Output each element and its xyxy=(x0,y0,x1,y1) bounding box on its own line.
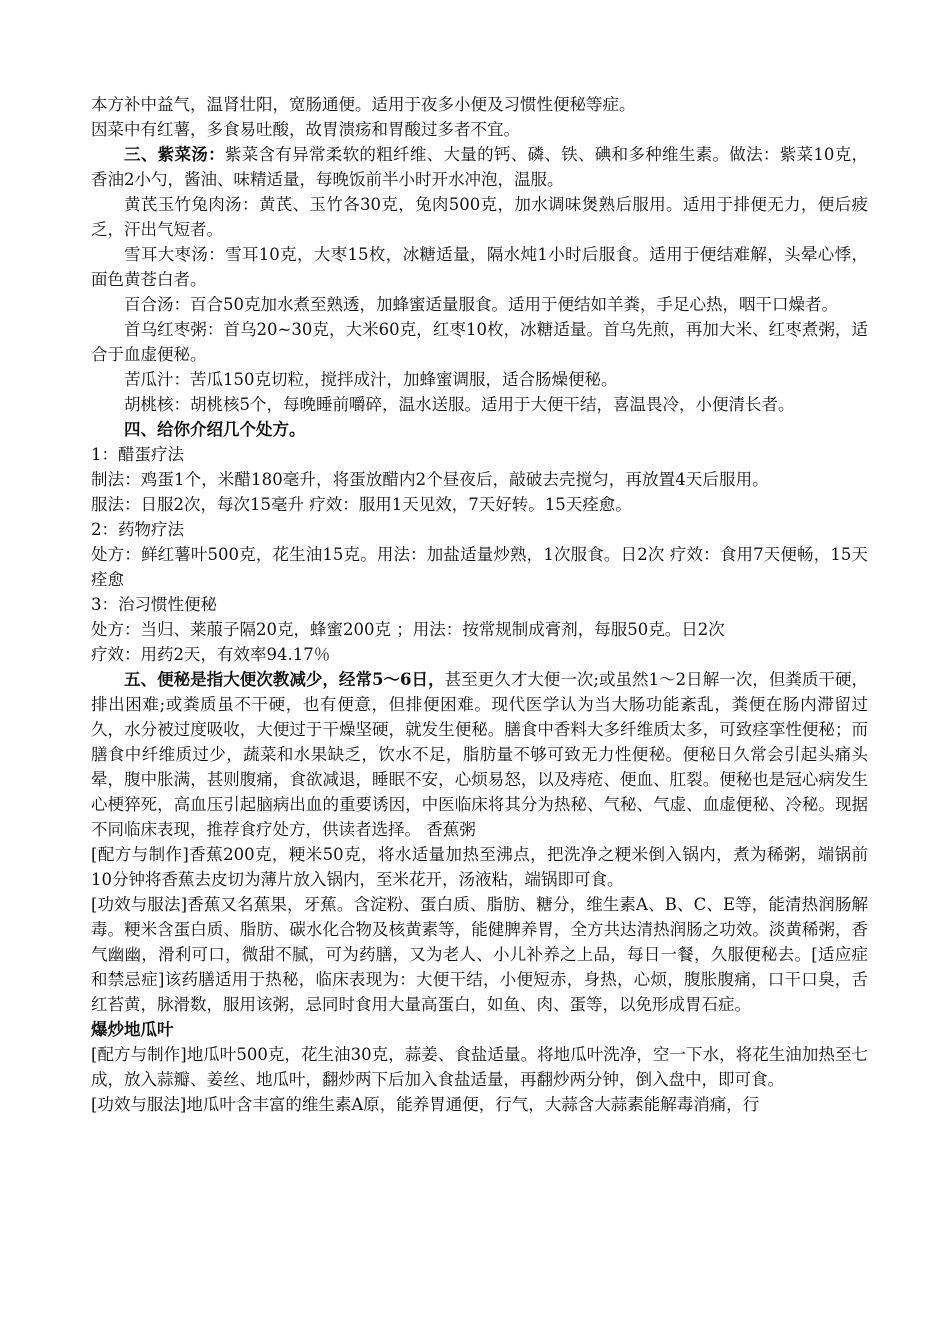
banana-porridge-effect: [功效与服法]香蕉又名蕉果，牙蕉。含淀粉、蛋白质、脂肪、糖分，维生素A、B、C、E等，能清热润肠解毒。粳米含蛋白质、脂肪、碳水化合物及核黄素等，能健脾养胃，全方共达清热润肠之功效。淡黄稀粥，香气幽幽，滑利可口，微甜不腻，可为药膳，又为老人、小儿补养之上品，每日一餐，久服便秘去。[适应症和禁忌症]该药膳适用于热秘，临床表现为：大便干结，小便短赤，身热，心烦，腹胀腹痛，口干口臭，舌红苔黄，脉滑数，服用该粥，忌同时食用大量高蛋白，如鱼、肉、蛋等，以免形成胃石症。 xyxy=(91,895,868,1014)
prescription-3-body: 处方：当归、莱菔子隔20克，蜂蜜200克 ；用法：按常规制成膏剂，每服50克。日2次 xyxy=(91,620,725,639)
prescription-3-title: 3：治习惯性便秘 xyxy=(91,595,217,614)
section-5-heading: 五、便秘是指大便次教减少，经常5～6日， xyxy=(124,670,445,689)
prescription-3-effect: 疗效：用药2天，有效率94.17％ xyxy=(91,645,331,664)
prescription-2-body: 处方：鲜红薯叶500克，花生油15克。用法：加盐适量炒熟，1次服食。日2次 疗效：食用7天便畅，15天痊愈 xyxy=(91,545,868,589)
text-line: 本方补中益气，温肾壮阳，宽肠通便。适用于夜多小便及习惯性便秘等症。 xyxy=(91,95,636,114)
section-5-paragraph xyxy=(91,667,868,842)
prescription-2-title: 2：药物疗法 xyxy=(91,520,184,539)
recipe-shouwu: 首乌红枣粥：首乌20~30克，大米60克，红枣10枚，冰糖适量。首乌先煎，再加大米、红枣煮粥，适合于血虚便秘。 xyxy=(91,320,868,364)
section-3-heading: 三、紫菜汤： xyxy=(124,145,225,164)
recipe-xueer: 雪耳大枣汤：雪耳10克，大枣15枚，冰糖适量，隔水炖1小时后服食。适用于便结难解，头晕心悸，面色黄苍白者。 xyxy=(91,245,868,289)
recipe-baihe: 百合汤：百合50克加水煮至熟透，加蜂蜜适量服食。适用于便结如羊粪，手足心热，咽干口燥者。 xyxy=(124,295,838,314)
section-5-text: 甚至更久才大便一次;或虽然1～2日解一次，但粪质干硬，排出困难;或粪质虽不干硬，也有便意，但排便困难。现代医学认为当大肠功能紊乱，粪便在肠内滞留过久，水分被过度吸收，大便过于干燥坚硬，就发生便秘。膳食中香料大多纤维质太多，可致痉挛性便秘；而膳食中纤维质过少，蔬菜和水果缺乏，饮水不足，脂肪量不够可致无力性便秘。便秘日久常会引起头痛头晕，腹中胀满，甚则腹痛，食欲减退，睡眠不安，心烦易怒，以及痔疮、便血、肛裂。便秘也是冠心病发生心梗猝死，高血压引起脑病出血的重要诱因，中医临床将其分为热秘、气秘、气虚、血虚便秘、冷秘。现据不同临床表现，推荐食疗处方，供读者选择。 香蕉粥 xyxy=(91,670,868,839)
recipe-hutao: 胡桃核：胡桃核5个，每晚睡前嚼碎，温水送服。适用于大便干结，喜温畏冷，小便清长者。 xyxy=(124,395,795,414)
sweet-potato-leaf-recipe: [配方与制作]地瓜叶500克，花生油30克，蒜姜、食盐适量。将地瓜叶洗净，空一下水，将花生油加热至七成，放入蒜瓣、姜丝、地瓜叶，翻炒两下后加入食盐适量，再翻炒两分钟，倒入盘中，即可食。 xyxy=(91,1045,868,1089)
prescription-1-usage: 服法：日服2次，每次15毫升 疗效：服用1天见效，7天好转。15天痊愈。 xyxy=(91,495,632,514)
sweet-potato-leaf-title: 爆炒地瓜叶 xyxy=(91,1020,174,1039)
sweet-potato-leaf-effect: [功效与服法]地瓜叶含丰富的维生素A原，能养胃通便，行气，大蒜含大蒜素能解毒消痛，行 xyxy=(91,1095,760,1114)
section-3-paragraph xyxy=(91,142,868,192)
text-line: 因菜中有红薯，多食易吐酸，故胃溃疡和胃酸过多者不宜。 xyxy=(91,120,520,139)
banana-porridge-recipe: [配方与制作]香蕉200克，粳米50克，将水适量加热至沸点，把洗净之粳米倒入锅内，煮为稀粥，端锅前10分钟将香蕉去皮切为薄片放入锅内，至米花开，汤液粘，端锅即可食。 xyxy=(91,845,868,889)
prescription-1-title: 1：醋蛋疗法 xyxy=(91,445,184,464)
recipe-huangqi: 黄芪玉竹兔肉汤：黄芪、玉竹各30克，兔肉500克，加水调味煲熟后服用。适用于排便无力，便后疲乏，汗出气短者。 xyxy=(91,195,868,239)
section-4-heading: 四、给你介绍几个处方。 xyxy=(124,420,306,439)
section-3-text: 紫菜含有异常柔软的粗纤维、大量的钙、磷、铁、碘和多种维生素。做法：紫菜10克，香油2小勺，酱油、味精适量，每晚饭前半小时开水冲泡，温服。 xyxy=(91,145,869,189)
prescription-1-method: 制法：鸡蛋1个，米醋180毫升，将蛋放醋内2个昼夜后，敲破去壳搅匀，再放置4天后服用。 xyxy=(91,470,769,489)
recipe-kugua: 苦瓜汁：苦瓜150克切粒，搅拌成汁，加蜂蜜调服，适合肠燥便秘。 xyxy=(124,370,618,389)
